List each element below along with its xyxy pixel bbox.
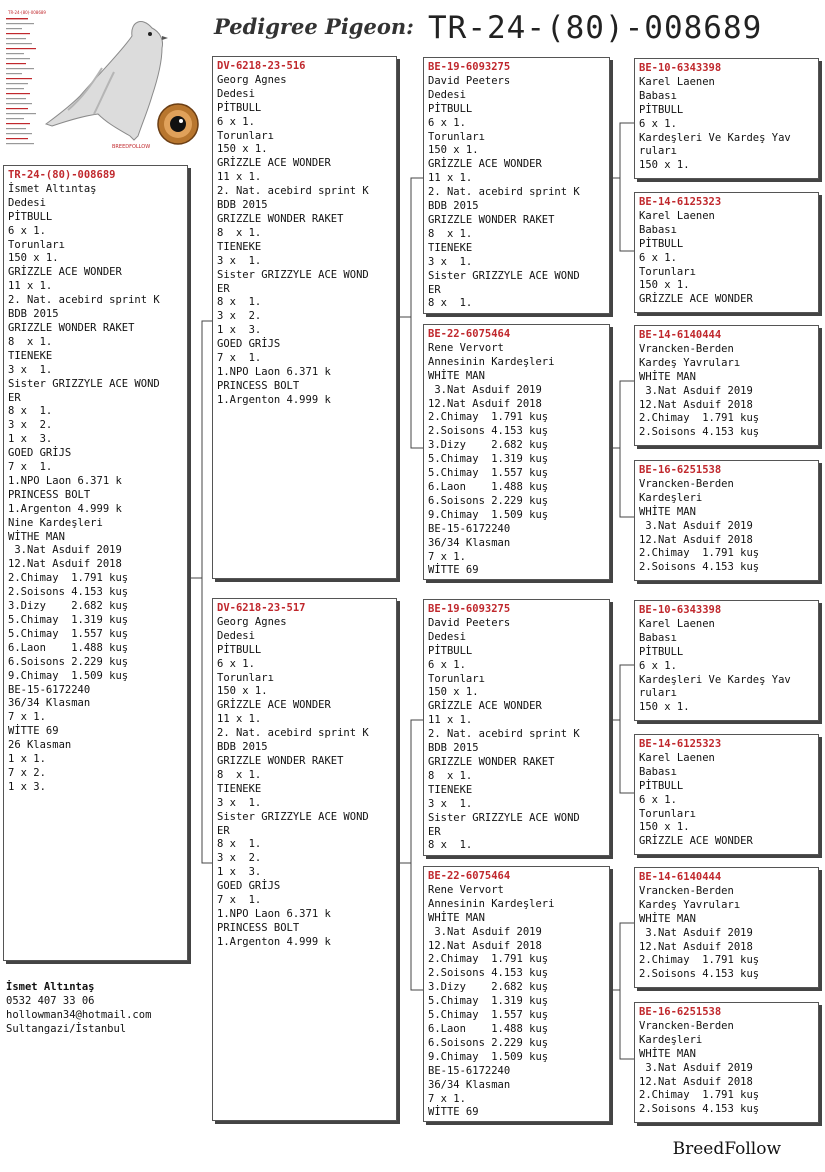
card-line: BDB 2015 (8, 308, 59, 321)
card-line: Nine Kardeşleri (8, 516, 103, 529)
card-line: 6 x 1. (428, 116, 466, 129)
pedigree-card-fmf (634, 325, 819, 446)
card-line: 2.Chimay 1.791 kuş (428, 953, 549, 966)
card-line: 1 x 3. (8, 433, 53, 446)
card-line: 6 x 1. (217, 115, 255, 128)
card-line: BE-15-6172240 (428, 522, 511, 535)
card-line: 1.NPO Laon 6.371 k (8, 474, 122, 487)
card-lines (217, 74, 392, 408)
card-line: ruları (639, 687, 677, 700)
card-line: GRIZZLE WONDER RAKET (428, 213, 555, 226)
card-line: Kardeşleri (639, 491, 703, 504)
pedigree-card-father-sire (423, 57, 610, 314)
card-line: Dedesi (217, 87, 255, 100)
card-line: 3.Nat Asduif 2019 (639, 926, 753, 939)
card-line: 6 x 1. (8, 224, 46, 237)
card-line: 2.Chimay 1.791 kuş (639, 954, 760, 967)
card-line: WHİTE MAN (428, 911, 485, 924)
card-line: 1.Argenton 4.999 k (8, 502, 122, 515)
ring-number: BE-14-6140444 (639, 329, 722, 341)
card-line: Kardeş Yavruları (639, 356, 741, 369)
card-line: 1.Argenton 4.999 k (217, 393, 331, 406)
card-line: 3 x 1. (217, 254, 262, 267)
logo-caption: TR-24-(80)-008689 (8, 10, 46, 15)
card-line: Kardeşleri Ve Kardeş Yav (639, 131, 791, 144)
card-line: 3.Dizy 2.682 kuş (428, 981, 549, 994)
card-line: 7 x 1. (217, 894, 262, 907)
card-line: WİTTE 69 (8, 725, 59, 738)
card-line: 2.Chimay 1.791 kuş (639, 547, 760, 560)
card-line: 9.Chimay 1.509 kuş (8, 669, 129, 682)
card-line: 6.Laon 1.488 kuş (428, 1022, 549, 1035)
card-line: 150 x 1. (428, 686, 479, 699)
card-line: WİTTE 69 (428, 1106, 479, 1119)
card-line: 9.Chimay 1.509 kuş (428, 508, 549, 521)
card-line: 12.Nat Asduif 2018 (639, 398, 753, 411)
card-line: Georg Agnes (217, 73, 287, 86)
ring-number: BE-16-6251538 (639, 464, 722, 476)
card-line: Torunları (428, 672, 485, 685)
card-line: 8 x 1. (8, 335, 53, 348)
card-line: 1 x 3. (8, 780, 46, 793)
card-line: PİTBULL (217, 643, 262, 656)
pedigree-card-mother-sire (423, 599, 610, 856)
card-line: David Peeters (428, 74, 511, 87)
card-line: GRİZZLE ACE WONDER (639, 835, 753, 848)
owner-contact (6, 980, 151, 1036)
card-line: 8 x 1. (428, 839, 473, 852)
card-line: 12.Nat Asduif 2018 (428, 939, 542, 952)
card-line: 8 x 1. (8, 405, 53, 418)
ring-number: BE-22-6075464 (428, 328, 511, 340)
card-line: 7 x 1. (8, 711, 46, 724)
card-line: 36/34 Klasman (8, 697, 91, 710)
card-line: 12.Nat Asduif 2018 (639, 940, 753, 953)
card-line: GRIZZLE WONDER RAKET (428, 755, 555, 768)
card-line: WHİTE MAN (639, 505, 696, 518)
card-line: Babası (639, 223, 677, 236)
card-line: Dedesi (428, 630, 466, 643)
card-line: PİTBULL (639, 779, 684, 792)
card-line: 11 x 1. (428, 172, 473, 185)
pedigree-card-mmf (634, 867, 819, 988)
ring-number: BE-16-6251538 (639, 1006, 722, 1018)
card-line: 8 x 1. (217, 296, 262, 309)
card-line: 1 x 3. (217, 866, 262, 879)
card-line: 2.Chimay 1.791 kuş (428, 411, 549, 424)
card-line: GOED GRİJS (217, 880, 281, 893)
card-line: 3 x 1. (8, 363, 53, 376)
card-line: Torunları (217, 129, 274, 142)
card-line: 150 x 1. (8, 252, 59, 265)
card-line: 8 x 1. (217, 838, 262, 851)
card-line: PİTBULL (639, 237, 684, 250)
owner-phone: 0532 407 33 06 (6, 995, 95, 1007)
card-line: Vrancken-Berden (639, 884, 734, 897)
card-line: GRİZZLE ACE WONDER (639, 293, 753, 306)
card-lines (639, 478, 814, 575)
card-line: 3 x 2. (217, 310, 262, 323)
page-title: Pedigree Pigeon: (214, 14, 414, 39)
card-line: 6.Laon 1.488 kuş (8, 641, 129, 654)
card-line: Dedesi (428, 88, 466, 101)
card-line: GRIZZLE WONDER RAKET (217, 212, 344, 225)
card-line: 2. Nat. acebird sprint K (217, 727, 369, 740)
card-line: 3 x 1. (428, 255, 473, 268)
card-line: 7 x 1. (8, 461, 53, 474)
pedigree-card-subject (3, 165, 188, 961)
card-line: GRIZZLE WONDER RAKET (8, 321, 135, 334)
card-line: TIENEKE (217, 782, 262, 795)
card-line: 36/34 Klasman (428, 536, 511, 549)
card-line: Vrancken-Berden (639, 1019, 734, 1032)
card-line: 7 x 1. (217, 352, 262, 365)
card-line: GRİZZLE ACE WONDER (428, 158, 542, 171)
card-line: ER (8, 391, 21, 404)
card-lines (8, 183, 183, 795)
card-line: Rene Vervort (428, 883, 504, 896)
card-line: PİTBULL (428, 644, 473, 657)
ring-number: BE-10-6343398 (639, 604, 722, 616)
card-line: 12.Nat Asduif 2018 (639, 1075, 753, 1088)
ring-number: BE-19-6093275 (428, 61, 511, 73)
card-line: GRİZZLE ACE WONDER (8, 266, 122, 279)
ring-number: BE-22-6075464 (428, 870, 511, 882)
card-line: ER (428, 825, 441, 838)
card-lines (428, 75, 605, 311)
card-line: 3.Nat Asduif 2019 (8, 544, 122, 557)
card-line: 1.NPO Laon 6.371 k (217, 907, 331, 920)
ring-number: BE-14-6125323 (639, 196, 722, 208)
card-line: 12.Nat Asduif 2018 (428, 397, 542, 410)
card-line: 3.Nat Asduif 2019 (639, 384, 753, 397)
card-line: 11 x 1. (217, 171, 262, 184)
card-line: TIENEKE (8, 349, 53, 362)
ring-number: BE-14-6125323 (639, 738, 722, 750)
card-line: GOED GRİJS (217, 338, 281, 351)
card-line: Sister GRIZZYLE ACE WOND (217, 810, 369, 823)
card-line: 3.Nat Asduif 2019 (639, 519, 753, 532)
card-line: David Peeters (428, 616, 511, 629)
card-line: ruları (639, 145, 677, 158)
card-lines (217, 616, 392, 950)
card-line: Sister GRIZZYLE ACE WOND (428, 269, 580, 282)
card-line: 150 x 1. (639, 279, 690, 292)
card-line: 2. Nat. acebird sprint K (428, 728, 580, 741)
card-lines (639, 76, 814, 173)
card-line: 26 Klasman (8, 739, 72, 752)
card-lines (639, 752, 814, 849)
card-line: Rene Vervort (428, 341, 504, 354)
card-line: 150 x 1. (639, 701, 690, 714)
card-line: Karel Laenen (639, 617, 715, 630)
card-lines (639, 210, 814, 307)
ring-number: BE-14-6140444 (639, 871, 722, 883)
ring-number: DV-6218-23-517 (217, 602, 306, 614)
card-line: TIENEKE (217, 240, 262, 253)
card-lines (639, 885, 814, 982)
card-line: Dedesi (8, 196, 46, 209)
card-line: WHİTE MAN (639, 1047, 696, 1060)
card-line: ER (217, 282, 230, 295)
card-line: 3.Nat Asduif 2019 (428, 925, 542, 938)
card-line: WİTHE MAN (8, 530, 65, 543)
card-line: Vrancken-Berden (639, 342, 734, 355)
card-line: 1.NPO Laon 6.371 k (217, 365, 331, 378)
card-line: PİTBULL (639, 103, 684, 116)
pedigree-card-mother-dam (423, 866, 610, 1122)
ring-number: TR-24-(80)-008689 (8, 169, 116, 181)
card-line: Kardeşleri Ve Kardeş Yav (639, 673, 791, 686)
card-line: 2. Nat. acebird sprint K (428, 186, 580, 199)
card-line: 7 x 1. (428, 1092, 466, 1105)
card-line: Torunları (639, 265, 696, 278)
card-line: 7 x 1. (428, 550, 466, 563)
pedigree-card-father (212, 56, 397, 579)
card-line: 5.Chimay 1.319 kuş (428, 995, 549, 1008)
card-line: 3.Dizy 2.682 kuş (8, 600, 129, 613)
card-line: 7 x 2. (8, 766, 46, 779)
card-lines (639, 343, 814, 440)
card-line: 6.Soisons 2.229 kuş (8, 655, 129, 668)
card-line: 3.Nat Asduif 2019 (428, 383, 542, 396)
subject-ring-title: TR-24-(80)-008689 (428, 10, 763, 46)
pedigree-card-mfm (634, 734, 819, 855)
pedigree-card-fmm (634, 460, 819, 581)
card-line: 2.Soisons 4.153 kuş (639, 426, 760, 439)
card-line: BE-15-6172240 (8, 683, 91, 696)
card-line: 150 x 1. (428, 144, 479, 157)
logo-brand: BREEDFOLLOW (112, 144, 151, 150)
card-line: ER (217, 824, 230, 837)
card-line: 1 x 1. (8, 753, 46, 766)
ring-number: DV-6218-23-516 (217, 60, 306, 72)
card-line: 8 x 1. (217, 768, 262, 781)
card-line: 3 x 1. (217, 796, 262, 809)
card-line: 6 x 1. (428, 658, 466, 671)
card-line: Georg Agnes (217, 615, 287, 628)
card-line: WHİTE MAN (428, 369, 485, 382)
ring-number: BE-19-6093275 (428, 603, 511, 615)
card-line: Kardeşleri (639, 1033, 703, 1046)
card-line: Karel Laenen (639, 75, 715, 88)
card-line: 6.Soisons 2.229 kuş (428, 494, 549, 507)
card-line: 8 x 1. (428, 297, 473, 310)
card-line: 150 x 1. (639, 821, 690, 834)
card-line: 6 x 1. (217, 657, 255, 670)
pedigree-card-mother (212, 598, 397, 1121)
card-line: Annesinin Kardeşleri (428, 897, 555, 910)
card-line: Sister GRIZZYLE ACE WOND (8, 377, 160, 390)
card-line: PİTBULL (428, 102, 473, 115)
pedigree-card-father-dam (423, 324, 610, 580)
card-line: 2.Soisons 4.153 kuş (428, 967, 549, 980)
card-line: PRINCESS BOLT (8, 488, 91, 501)
card-line: Babası (639, 631, 677, 644)
card-line: 8 x 1. (217, 226, 262, 239)
card-line: Torunları (8, 238, 65, 251)
card-line: GRİZZLE ACE WONDER (217, 699, 331, 712)
card-line: 5.Chimay 1.557 kuş (428, 1009, 549, 1022)
card-lines (428, 617, 605, 853)
card-line: 5.Chimay 1.319 kuş (8, 614, 129, 626)
card-line: 1.Argenton 4.999 k (217, 935, 331, 948)
pedigree-card-mmm (634, 1002, 819, 1123)
footer-brand: BreedFollow (672, 1139, 781, 1159)
card-line: 6 x 1. (639, 251, 677, 264)
card-line: WHİTE MAN (639, 912, 696, 925)
pedigree-card-ffm (634, 192, 819, 313)
card-line: 2.Soisons 4.153 kuş (428, 425, 549, 438)
card-line: GRIZZLE WONDER RAKET (217, 754, 344, 767)
card-line: 6 x 1. (639, 659, 677, 672)
card-line: BDB 2015 (217, 741, 268, 754)
card-line: TIENEKE (428, 783, 473, 796)
card-line: 1 x 3. (217, 324, 262, 337)
card-line: 2.Soisons 4.153 kuş (8, 586, 129, 599)
card-line: 2.Soisons 4.153 kuş (639, 968, 760, 981)
card-line: Kardeş Yavruları (639, 898, 741, 911)
card-line: PİTBULL (639, 645, 684, 658)
card-line: 8 x 1. (428, 227, 473, 240)
card-line: Babası (639, 89, 677, 102)
card-line: 2.Chimay 1.791 kuş (639, 412, 760, 425)
ring-number: BE-10-6343398 (639, 62, 722, 74)
card-line: BDB 2015 (217, 199, 268, 212)
card-line: 3 x 2. (8, 419, 53, 432)
card-lines (428, 342, 605, 578)
card-line: 6.Soisons 2.229 kuş (428, 1036, 549, 1049)
card-line: 3.Dizy 2.682 kuş (428, 439, 549, 452)
card-line: WİTTE 69 (428, 564, 479, 577)
card-line: Torunları (639, 807, 696, 820)
card-line: PİTBULL (217, 101, 262, 114)
card-line: 2. Nat. acebird sprint K (8, 294, 160, 307)
card-line: TIENEKE (428, 241, 473, 254)
card-line: PRINCESS BOLT (217, 379, 300, 392)
card-line: Torunları (217, 671, 274, 684)
card-line: 150 x 1. (217, 685, 268, 698)
card-line: 150 x 1. (217, 143, 268, 156)
card-line: 12.Nat Asduif 2018 (639, 533, 753, 546)
card-line: 5.Chimay 1.557 kuş (428, 467, 549, 480)
card-line: 6.Laon 1.488 kuş (428, 480, 549, 493)
owner-address: Sultangazi/İstanbul (6, 1023, 127, 1035)
card-line: 3 x 2. (217, 852, 262, 865)
card-line: 9.Chimay 1.509 kuş (428, 1050, 549, 1063)
card-line: 6 x 1. (639, 117, 677, 130)
card-line: Vrancken-Berden (639, 477, 734, 490)
card-line: PİTBULL (8, 210, 53, 223)
card-line: GOED GRİJS (8, 447, 72, 460)
card-line: BE-15-6172240 (428, 1064, 511, 1077)
pedigree-card-fff (634, 58, 819, 179)
card-line: 5.Chimay 1.319 kuş (428, 453, 549, 466)
card-line: WHİTE MAN (639, 370, 696, 383)
owner-email: hollowman34@hotmail.com (6, 1009, 152, 1021)
card-line: Dedesi (217, 629, 255, 642)
card-line: Annesinin Kardeşleri (428, 355, 555, 368)
card-line: 2.Soisons 4.153 kuş (639, 561, 760, 574)
card-line: BDB 2015 (428, 200, 479, 213)
card-line: 3.Nat Asduif 2019 (639, 1061, 753, 1074)
card-line: GRİZZLE ACE WONDER (217, 157, 331, 170)
card-line: PRINCESS BOLT (217, 921, 300, 934)
card-line: 11 x 1. (217, 713, 262, 726)
card-line: 2. Nat. acebird sprint K (217, 185, 369, 198)
card-lines (639, 618, 814, 715)
card-line: 6 x 1. (639, 793, 677, 806)
owner-name: İsmet Altıntaş (6, 981, 95, 993)
card-line: 3 x 1. (428, 797, 473, 810)
card-line: Sister GRIZZYLE ACE WOND (217, 268, 369, 281)
card-lines (428, 884, 605, 1120)
card-line: Babası (639, 765, 677, 778)
card-line: 11 x 1. (428, 714, 473, 727)
card-line: Karel Laenen (639, 751, 715, 764)
card-line: 12.Nat Asduif 2018 (8, 558, 122, 571)
card-line: ER (428, 283, 441, 296)
card-line: 2.Chimay 1.791 kuş (639, 1089, 760, 1102)
card-lines (639, 1020, 814, 1117)
card-line: 5.Chimay 1.557 kuş (8, 627, 129, 640)
card-line: İsmet Altıntaş (8, 182, 97, 195)
card-line: 2.Soisons 4.153 kuş (639, 1103, 760, 1116)
pedigree-card-mff (634, 600, 819, 721)
card-line: 2.Chimay 1.791 kuş (8, 572, 129, 585)
card-line: 150 x 1. (639, 159, 690, 172)
card-line: GRİZZLE ACE WONDER (428, 700, 542, 713)
card-line: Karel Laenen (639, 209, 715, 222)
card-line: 36/34 Klasman (428, 1078, 511, 1091)
card-line: 11 x 1. (8, 280, 53, 293)
card-line: 8 x 1. (428, 769, 473, 782)
card-line: BDB 2015 (428, 742, 479, 755)
card-line: Sister GRIZZYLE ACE WOND (428, 811, 580, 824)
card-line: Torunları (428, 130, 485, 143)
